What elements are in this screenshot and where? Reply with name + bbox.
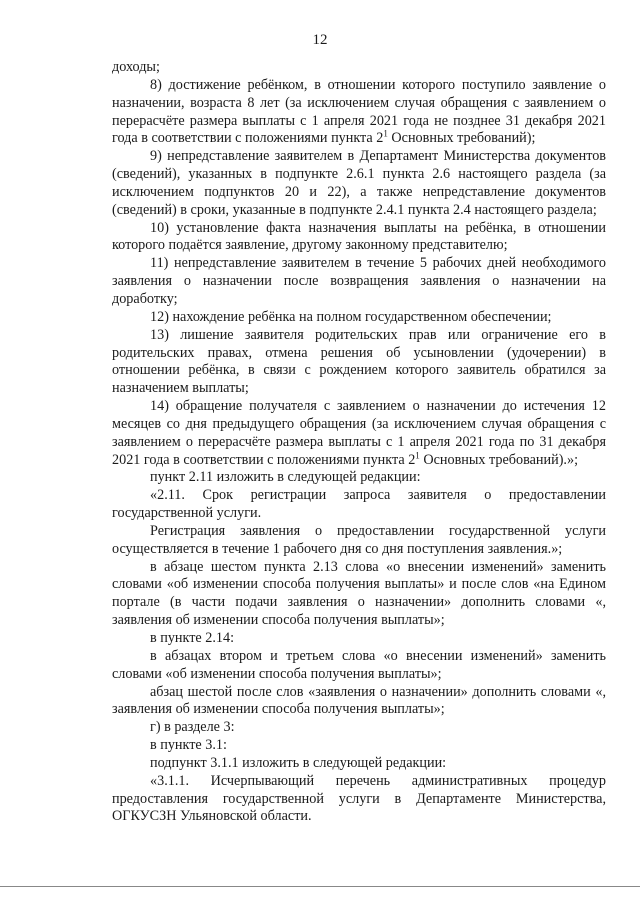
paragraph-16: в пункте 3.1: xyxy=(150,737,227,754)
paragraph-18: «3.1.1. Исчерпывающий перечень административных процедур предоставления государственной услуги в Департаменте Министерства, ОГКУСЗН Ульяновской области. xyxy=(112,772,606,825)
paragraph-12: в пункте 2.14: xyxy=(150,630,235,646)
paragraph-9: «2.11. Срок регистрации запроса заявителя о предоставлении государственной услуги. xyxy=(112,487,606,522)
paragraph-13: в абзацах втором и третьем слова «о внесении изменений» заменить словами «об изменении способа получения выплаты»; xyxy=(112,647,606,682)
paragraph-3: 10) установление факта назначения выплаты на ребёнка, в отношении которого подаётся заявление, другому законному представителю; xyxy=(112,219,606,254)
paragraph-15: г) в разделе 3: xyxy=(150,719,235,736)
paragraph-11: в абзаце шестом пункта 2.13 слова «о внесении изменений» заменить словами «об изменении способа получения выплаты» и после слов «на Едином портале (в части подачи заявления о назначении» дополнить словами «, заявления об изменении способа получения выплаты»; xyxy=(112,558,606,629)
paragraph-2: 9) непредставление заявителем в Департамент Министерства документов (сведений), указанных в подпункте 2.6.1 пункта 2.6 настоящего раздела (за исключением подпунктов 20 и 22), а также непредставление документов (сведений) в сроки, указанные в подпункте 2.4.1 пункта 2.4 настоящего раздела; xyxy=(112,148,606,218)
paragraph-8: пункт 2.11 изложить в следующей редакции: xyxy=(150,469,421,486)
paragraph-7: 14) обращение получателя с заявлением о назначении до истечения 12 месяцев со дня предыдущего обращения (за исключением случая обращения с заявлением о перерасчёте размера выплаты с 1 апреля 2021 года по 31 декабря 2021 года в соответствии с положениями пункта $2^1$ Основных требований).»; xyxy=(112,398,606,468)
paragraph-1: 8) достижение ребёнком, в отношении которого поступило заявление о назначении, возраста 8 лет (за исключением случая обращения с заявлением о перерасчёте размера выплаты с 1 апреля 2021 года не позднее 31 декабря 2021 года в соответствии с положениями пункта $2^1$ Основных требований); xyxy=(112,76,606,147)
paragraph-4: 11) непредставление заявителем в течение 5 рабочих дней необходимого заявления о назначении после возвращения заявления о назначении на доработку; xyxy=(112,255,606,307)
paragraph-6: 13) лишение заявителя родительских прав или ограничение его в родительских правах, отмена решения об усыновлении (удочерении) в отношении ребёнка, в связи с рождением которого заявитель обратился за назначением выплаты; xyxy=(112,326,606,397)
paragraph-17: подпункт 3.1.1 изложить в следующей редакции: xyxy=(150,754,447,771)
paragraph-5: 12) нахождение ребёнка на полном государственном обеспечении; xyxy=(150,308,552,325)
document-body xyxy=(112,59,606,826)
paragraph-0: доходы; xyxy=(112,59,160,75)
page-number: 12 xyxy=(312,32,328,48)
paragraph-14: абзац шестой после слов «заявления о назначении» дополнить словами «, заявления об изменении способа получения выплаты»; xyxy=(112,683,606,718)
paragraph-10: Регистрация заявления о предоставлении государственной услуги осуществляется в течение 1 рабочего дня со дня поступления заявления.»; xyxy=(112,522,606,557)
page-bottom-rule xyxy=(0,886,640,887)
